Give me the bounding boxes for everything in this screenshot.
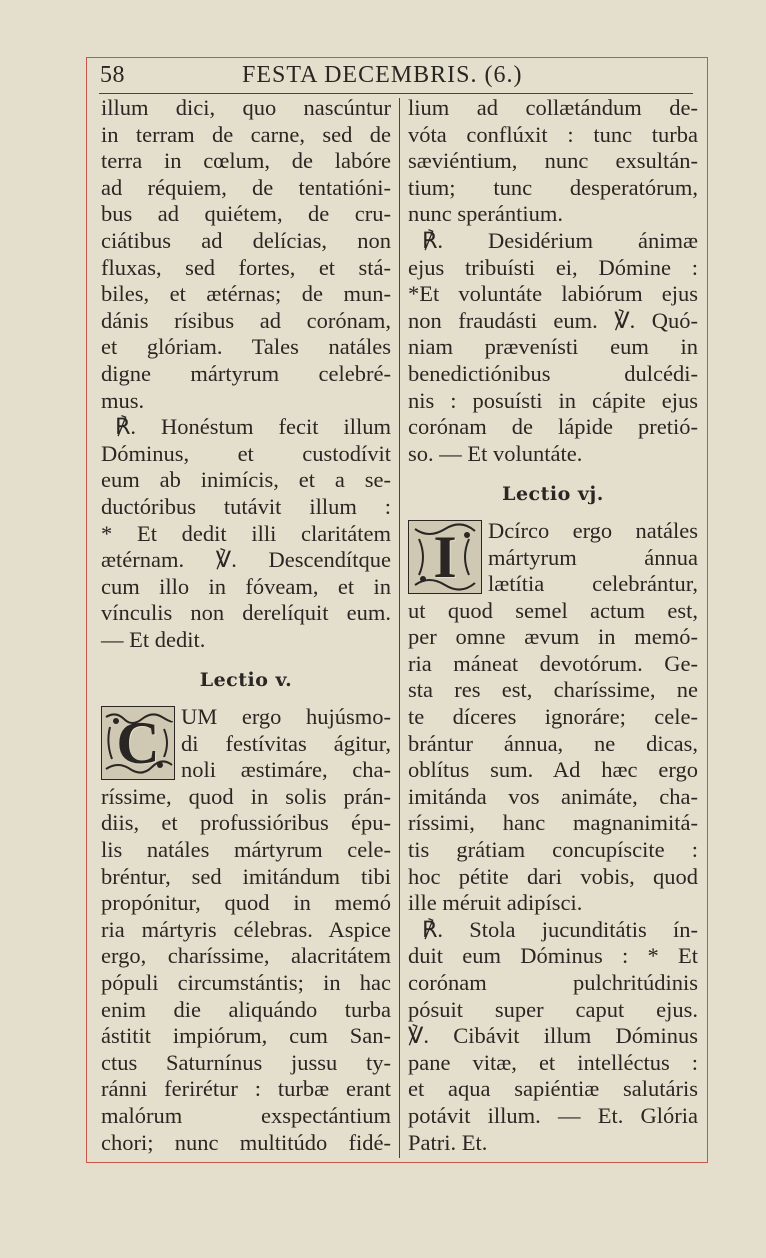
text-line: biles, et ætérnas; de mun-: [101, 281, 391, 307]
text-line: in terram de carne, sed de: [101, 121, 391, 147]
text-line: dánis rísibus ad corónam,: [101, 307, 391, 333]
text-line: te díceres ignoráre; cele-: [408, 704, 698, 730]
text-line: brántur ánnua, ne dicas,: [408, 730, 698, 756]
text-line: ille méruit adipísci.: [408, 890, 583, 916]
text-line: so. — Et voluntáte.: [408, 440, 583, 466]
text-line: diis, et profussióribus épu-: [101, 810, 391, 836]
column-rule: [399, 98, 400, 1158]
text-line: ránni ferirétur : turbæ erant: [101, 1076, 391, 1102]
text-line: Patri. Et.: [408, 1129, 488, 1155]
running-head: [100, 60, 694, 90]
text-line: lætítia celebrántur,: [488, 571, 698, 597]
text-line: ℣. Cibávit illum Dóminus: [408, 1023, 698, 1049]
text-line: ctus Saturnínus jussu ty-: [101, 1049, 391, 1075]
text-line: pane vitæ, et intelléctus :: [408, 1049, 698, 1075]
text-line: illum dici, quo nascúntur: [101, 95, 391, 120]
text-line: fluxas, sed fortes, et stá-: [101, 254, 391, 280]
text-line: benedictiónibus dulcédi-: [408, 360, 698, 386]
responsory-line: ℟. Stola jucunditátis ín-: [422, 916, 698, 942]
text-line: ria máneat devotórum. Ge-: [408, 650, 698, 676]
text-line: non fraudásti eum. ℣. Quó-: [408, 307, 698, 333]
drop-cap: [408, 520, 482, 594]
text-line: ciátibus ad delícias, non: [101, 227, 391, 253]
text-line: Dcírco ergo natáles: [488, 517, 698, 543]
text-line: ad réquiem, de tentatióni-: [101, 174, 391, 200]
right-lectio-text: [408, 518, 698, 1156]
text-line: pósuit super caput ejus.: [408, 996, 698, 1022]
text-line: cum illo in fóveam, et in: [101, 573, 391, 599]
text-line: ástitit impiórum, cum San-: [101, 1023, 391, 1049]
text-line: UM ergo hujúsmo-: [181, 704, 391, 730]
text-line: ergo, charíssime, alacritátem: [101, 943, 391, 969]
text-line: mus.: [101, 387, 145, 413]
text-line: malórum exspectántium: [101, 1102, 391, 1128]
text-line: ut quod semel actum est,: [408, 597, 698, 623]
text-line: imitánda vos animáte, cha-: [408, 783, 698, 809]
text-line: bus ad quiétem, de cru-: [101, 201, 391, 227]
text-line: digne mártyrum celebré-: [101, 360, 391, 386]
right-column: [408, 95, 698, 1156]
lectio-heading: Lectio vj.: [502, 483, 604, 506]
text-line: lis natáles mártyrum cele-: [101, 837, 391, 863]
text-line: ríssimi, hanc magnanimitá-: [408, 810, 698, 836]
text-line: oblítus sum. Ad hæc ergo: [408, 757, 698, 783]
text-line: di festívitas ágitur,: [181, 730, 391, 756]
text-line: corónam pulchritúdinis: [408, 970, 698, 995]
text-line: sæviéntium, nunc exsultán-: [408, 148, 698, 174]
text-line: tis grátiam concupíscite :: [408, 837, 698, 863]
right-top-text: [408, 95, 698, 467]
text-line: tium; tunc desperatórum,: [408, 174, 698, 200]
text-line: noli æstimáre, cha-: [181, 757, 391, 783]
text-line: vóta conflúxit : tunc turba: [408, 121, 698, 147]
text-line: et aqua sapiéntiæ salutáris: [408, 1076, 698, 1102]
text-line: pópuli circumstántis; in hac: [101, 970, 391, 995]
text-line: per omne ævum in memó-: [408, 624, 698, 650]
responsory-line: ℟. Desidérium ánimæ: [422, 227, 698, 253]
text-line: hoc pétite dari vobis, quod: [408, 863, 698, 889]
text-line: ejus tribuísti ei, Dómine :: [408, 254, 698, 280]
text-line: lium ad collætándum de-: [408, 95, 698, 120]
left-lectio-text: [101, 704, 391, 1156]
text-line: nunc sperántium.: [408, 201, 563, 227]
text-line: vínculis non derelíquit eum.: [101, 600, 391, 626]
text-line: ríssime, quod in solis prán-: [101, 783, 391, 809]
text-line: mártyrum ánnua: [488, 544, 698, 570]
text-line: ria mártyris célebras. Aspice: [101, 916, 391, 942]
text-line: duit eum Dóminus : * Et: [408, 943, 698, 969]
responsory-line: ℟. Honéstum fecit illum: [115, 414, 391, 440]
header-rule: [99, 93, 693, 94]
text-line: — Et dedit.: [101, 626, 206, 652]
text-line: nis : posuísti in cápite ejus: [408, 387, 698, 413]
text-line: sta res est, charíssime, ne: [408, 677, 698, 703]
drop-cap: [101, 706, 175, 780]
text-line: corónam de lápide pretió-: [408, 414, 698, 440]
text-line: enim die aliquándo turba: [101, 996, 391, 1022]
drop-cap-letter: I: [433, 523, 457, 590]
text-line: chori; nunc multitúdo fidé-: [101, 1129, 391, 1155]
lectio-heading: Lectio v.: [199, 669, 293, 692]
page-number: 58: [100, 62, 125, 88]
text-line: bréntur, sed imitándum tibi: [101, 863, 391, 889]
text-line: ductóribus tutávit illum :: [101, 493, 391, 519]
text-line: niam prævenísti eum in: [408, 334, 698, 360]
text-line: terra in cœlum, de labóre: [101, 148, 391, 174]
text-line: eum ab inimícis, et a se-: [101, 467, 391, 493]
drop-cap-letter: C: [116, 710, 160, 777]
left-column: [101, 95, 391, 1156]
text-line: * Et dedit illi claritátem: [101, 520, 391, 546]
text-line: *Et voluntáte labiórum ejus: [408, 281, 698, 307]
text-line: Dóminus, et custodívit: [101, 440, 391, 466]
text-line: potávit illum. — Et. Glória: [408, 1102, 698, 1128]
running-title: FESTA DECEMBRIS. (6.): [242, 62, 523, 88]
text-line: propónitur, quod in memó: [101, 890, 391, 916]
text-line: ætérnam. ℣. Descendítque: [101, 547, 391, 573]
left-top-text: [101, 95, 391, 653]
text-line: et glóriam. Tales natáles: [101, 334, 391, 360]
